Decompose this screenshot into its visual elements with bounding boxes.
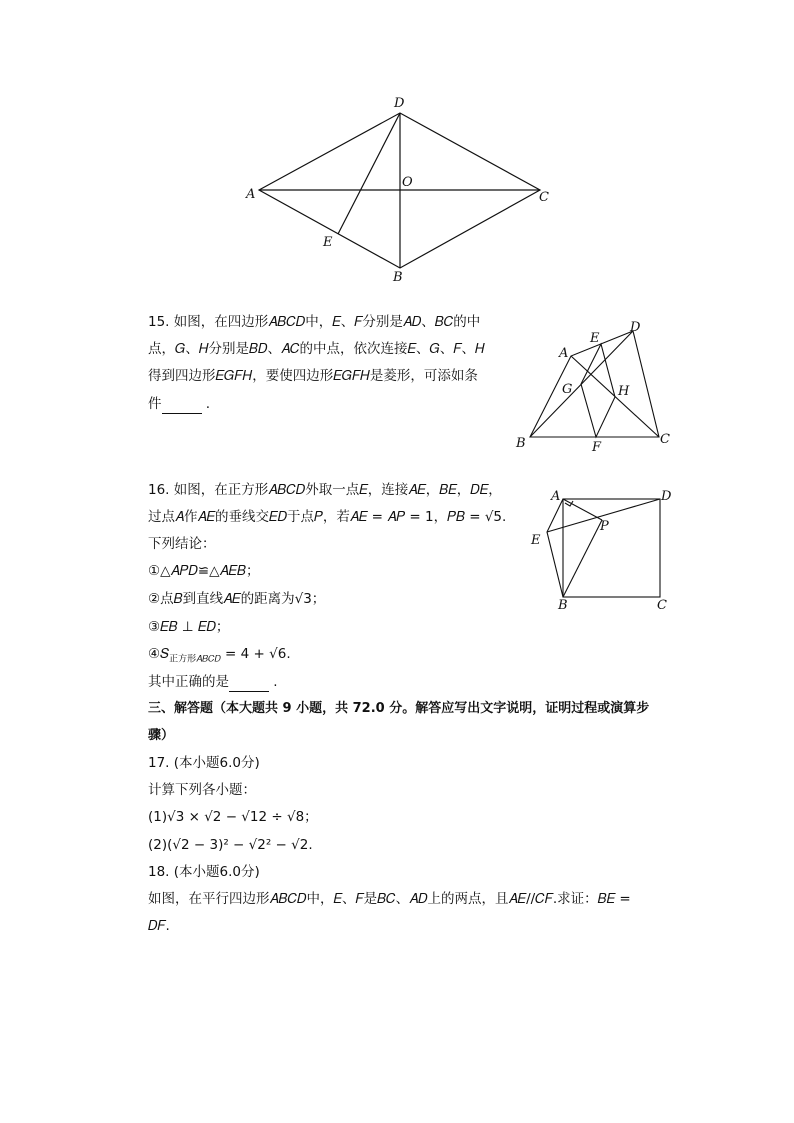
segment-pb bbox=[563, 520, 602, 597]
q18-line-1: 如图，在平行四边形𝐴𝐵𝐶𝐷中，𝐸、𝐹是𝐵𝐶、𝐴𝐷上的两点，且𝐴𝐸//𝐶𝐹.求证：𝐵𝐸 = bbox=[148, 891, 631, 907]
q16-label-e: E bbox=[531, 533, 541, 548]
q16-line-2: 过点𝐴作𝐴𝐸的垂线交𝐸𝐷于点𝑃，若𝐴𝐸 = 𝐴𝑃 = 1，𝑃𝐵 = √5. bbox=[148, 509, 507, 525]
q17-part-1: (1)√3 × √2 − √12 ÷ √8； bbox=[148, 809, 318, 825]
q16-label-d: D bbox=[661, 489, 672, 504]
q16-c4-sub: 正方形𝐴𝐵𝐶𝐷 bbox=[169, 654, 221, 665]
q15-line-4-pre: 件 bbox=[148, 396, 162, 412]
label-a: A bbox=[246, 187, 256, 202]
label-d: D bbox=[394, 96, 405, 111]
q16-label-c: C bbox=[657, 598, 667, 613]
q17-part-2: (2)(√2 − 3)² − √2² − √2. bbox=[148, 837, 313, 853]
label-b: B bbox=[393, 270, 403, 285]
q15-line-4-post: . bbox=[201, 396, 211, 412]
q15-label-h: H bbox=[618, 384, 630, 399]
q15-label-a: A bbox=[559, 346, 569, 361]
q16-c4-post: = 4 + √6. bbox=[220, 646, 291, 662]
label-o: O bbox=[402, 175, 413, 190]
q16-conclusion-4 bbox=[148, 644, 291, 670]
section-3-line-2: 骤） bbox=[148, 728, 175, 743]
q16-label-b: B bbox=[558, 598, 568, 613]
q15-line-1: 15. 如图，在四边形𝐴𝐵𝐶𝐷中，𝐸、𝐹分别是𝐴𝐷、𝐵𝐶的中 bbox=[148, 314, 481, 330]
q17-intro: 计算下列各小题： bbox=[148, 782, 256, 798]
label-c: C bbox=[539, 190, 549, 205]
q16-conclusion-1: ①△𝐴𝑃𝐷≌△𝐴𝐸𝐵； bbox=[148, 563, 260, 579]
q15-label-g: G bbox=[562, 382, 573, 397]
q16-conclusion-2: ②点𝐵到直线𝐴𝐸的距离为√3； bbox=[148, 591, 326, 607]
q16-answer-pre: 其中正确的是 bbox=[148, 674, 229, 690]
segments-ae-eb bbox=[547, 499, 563, 597]
section-3-line-1: 三、解答题（本大题共 9 小题，共 72.0 分。解答应写出文字说明，证明过程或演算步 bbox=[148, 701, 650, 716]
q16-conclusion-3: ③𝐸𝐵 ⊥ 𝐸𝐷； bbox=[148, 619, 230, 635]
q15-label-e: E bbox=[590, 331, 600, 346]
q15-label-c: C bbox=[660, 432, 670, 447]
q16-label-a: A bbox=[551, 489, 561, 504]
q15-label-f: F bbox=[592, 440, 602, 455]
q16-answer-post: . bbox=[269, 674, 278, 690]
q16-answer-line bbox=[148, 672, 278, 692]
q18-line-2: 𝐷𝐹. bbox=[148, 918, 170, 934]
q15-line-2: 点，𝐺、𝐻分别是𝐵𝐷、𝐴𝐶的中点，依次连接𝐸、𝐺、𝐹、𝐻 bbox=[148, 341, 485, 357]
q16-line-1: 16. 如图，在正方形𝐴𝐵𝐶𝐷外取一点𝐸，连接𝐴𝐸，𝐵𝐸，𝐷𝐸， bbox=[148, 482, 502, 498]
q16-line-3: 下列结论： bbox=[148, 536, 216, 552]
q17-header: 17. (本小题6.0分) bbox=[148, 755, 260, 771]
q16-c4-pre: ④𝑆 bbox=[148, 646, 170, 662]
q15-label-b: B bbox=[516, 436, 526, 451]
q16-answer-blank[interactable] bbox=[229, 677, 269, 692]
segment-ap bbox=[563, 499, 602, 520]
q16-label-p: P bbox=[600, 519, 609, 534]
q15-line-3: 得到四边形𝐸𝐺𝐹𝐻，要使四边形𝐸𝐺𝐹𝐻是菱形，可添如条 bbox=[148, 368, 478, 384]
q15-label-d: D bbox=[630, 320, 641, 335]
label-e: E bbox=[323, 235, 333, 250]
q18-header: 18. (本小题6.0分) bbox=[148, 864, 260, 880]
